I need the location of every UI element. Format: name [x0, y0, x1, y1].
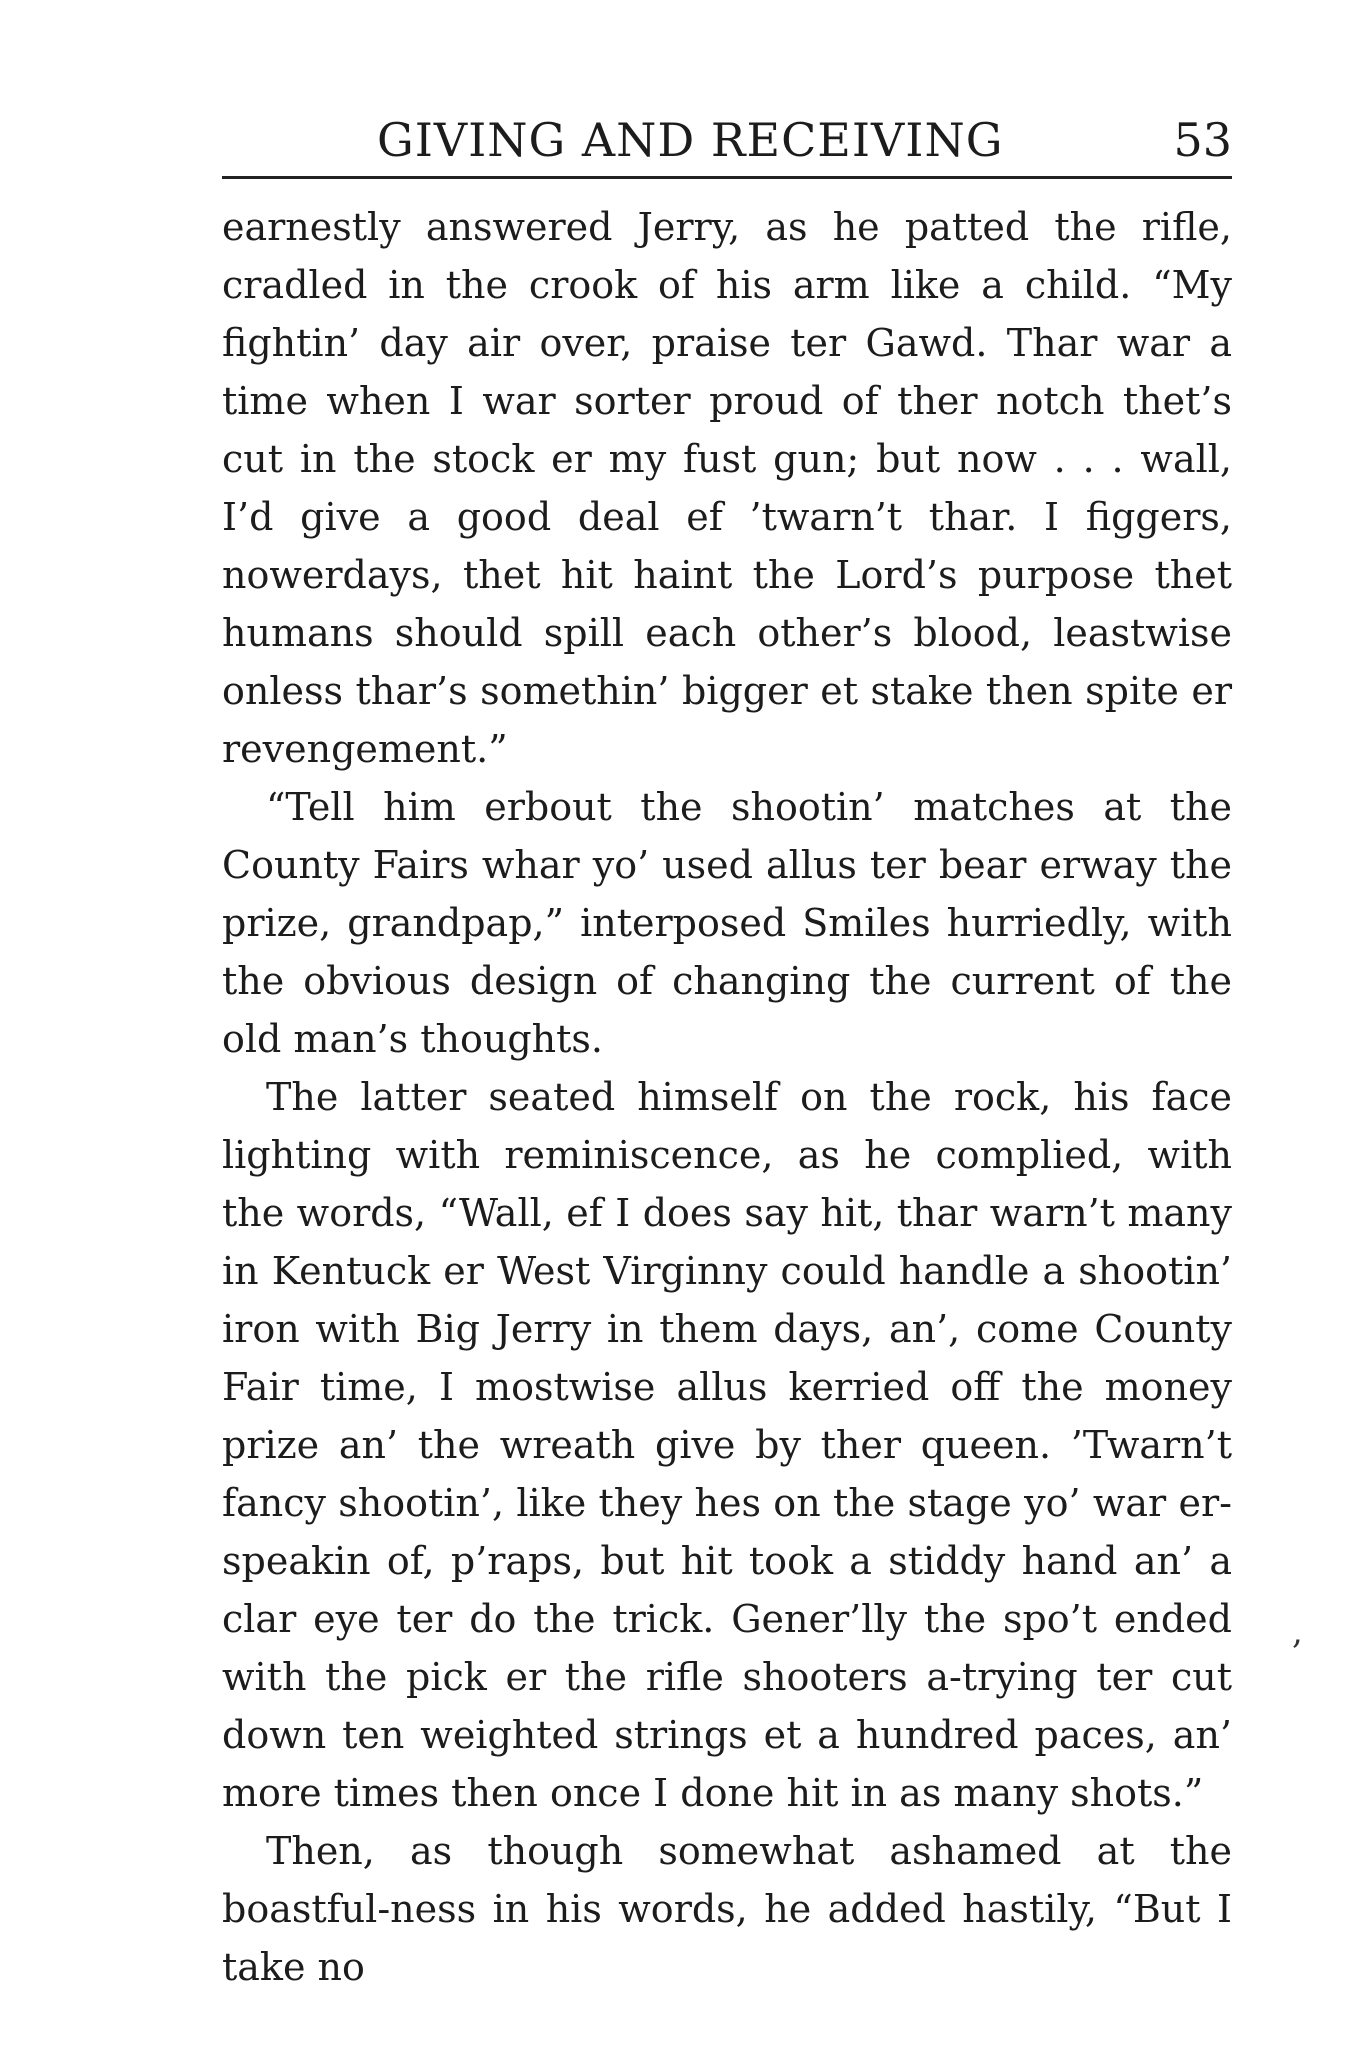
margin-mark: , [1292, 1612, 1303, 1652]
paragraph: Then, as though somewhat ashamed at the boastful-ness in his words, he added hastily, “But I take no [222, 1829, 1232, 1989]
page-number: 53 [1173, 113, 1232, 167]
paragraph: “Tell him erbout the shootin’ matches at the County Fairs whar yo’ used allus ter bear erway the prize, grandpap,” interposed Smiles hurriedly, with the obvious design of changing the current of the old man’s thoughts. [222, 785, 1232, 1061]
paragraph: The latter seated himself on the rock, his face lighting with reminiscence, as he complied, with the words, “Wall, ef I does say hit, thar warn’t many in Kentuck er West Virginny could handle a shootin’ iron with Big Jerry in them days, an’, come County Fair time, I mostwise allus kerried off the money prize an’ the wreath give by ther queen. ’Twarn’t fancy shootin’, like they hes on the stage yo’ war er-speakin of, p’raps, but hit took a stiddy hand an’ a clar eye ter do the trick. Gener’lly the spo’t ended with the pick er the rifle shooters a-trying ter cut down ten weighted strings et a hundred paces, an’ more times then once I done hit in as many shots.” [222, 1075, 1232, 1815]
chapter-title: GIVING AND RECEIVING [377, 113, 1004, 167]
paragraph-continued: earnestly answered Jerry, as he patted the rifle, cradled in the crook of his arm like a child. “My fightin’ day air over, praise ter Gawd. Thar war a time when I war sorter proud of ther notch thet’s cut in the stock er my fust gun; but now . . . wall, I’d give a good deal ef ’twarn’t thar. I figgers, nowerdays, thet hit haint the Lord’s purpose thet humans should spill each other’s blood, leastwise onless thar’s somethin’ bigger et stake then spite er revengement.” [222, 205, 1232, 771]
running-header [222, 112, 1232, 179]
body-text [222, 198, 1232, 2018]
